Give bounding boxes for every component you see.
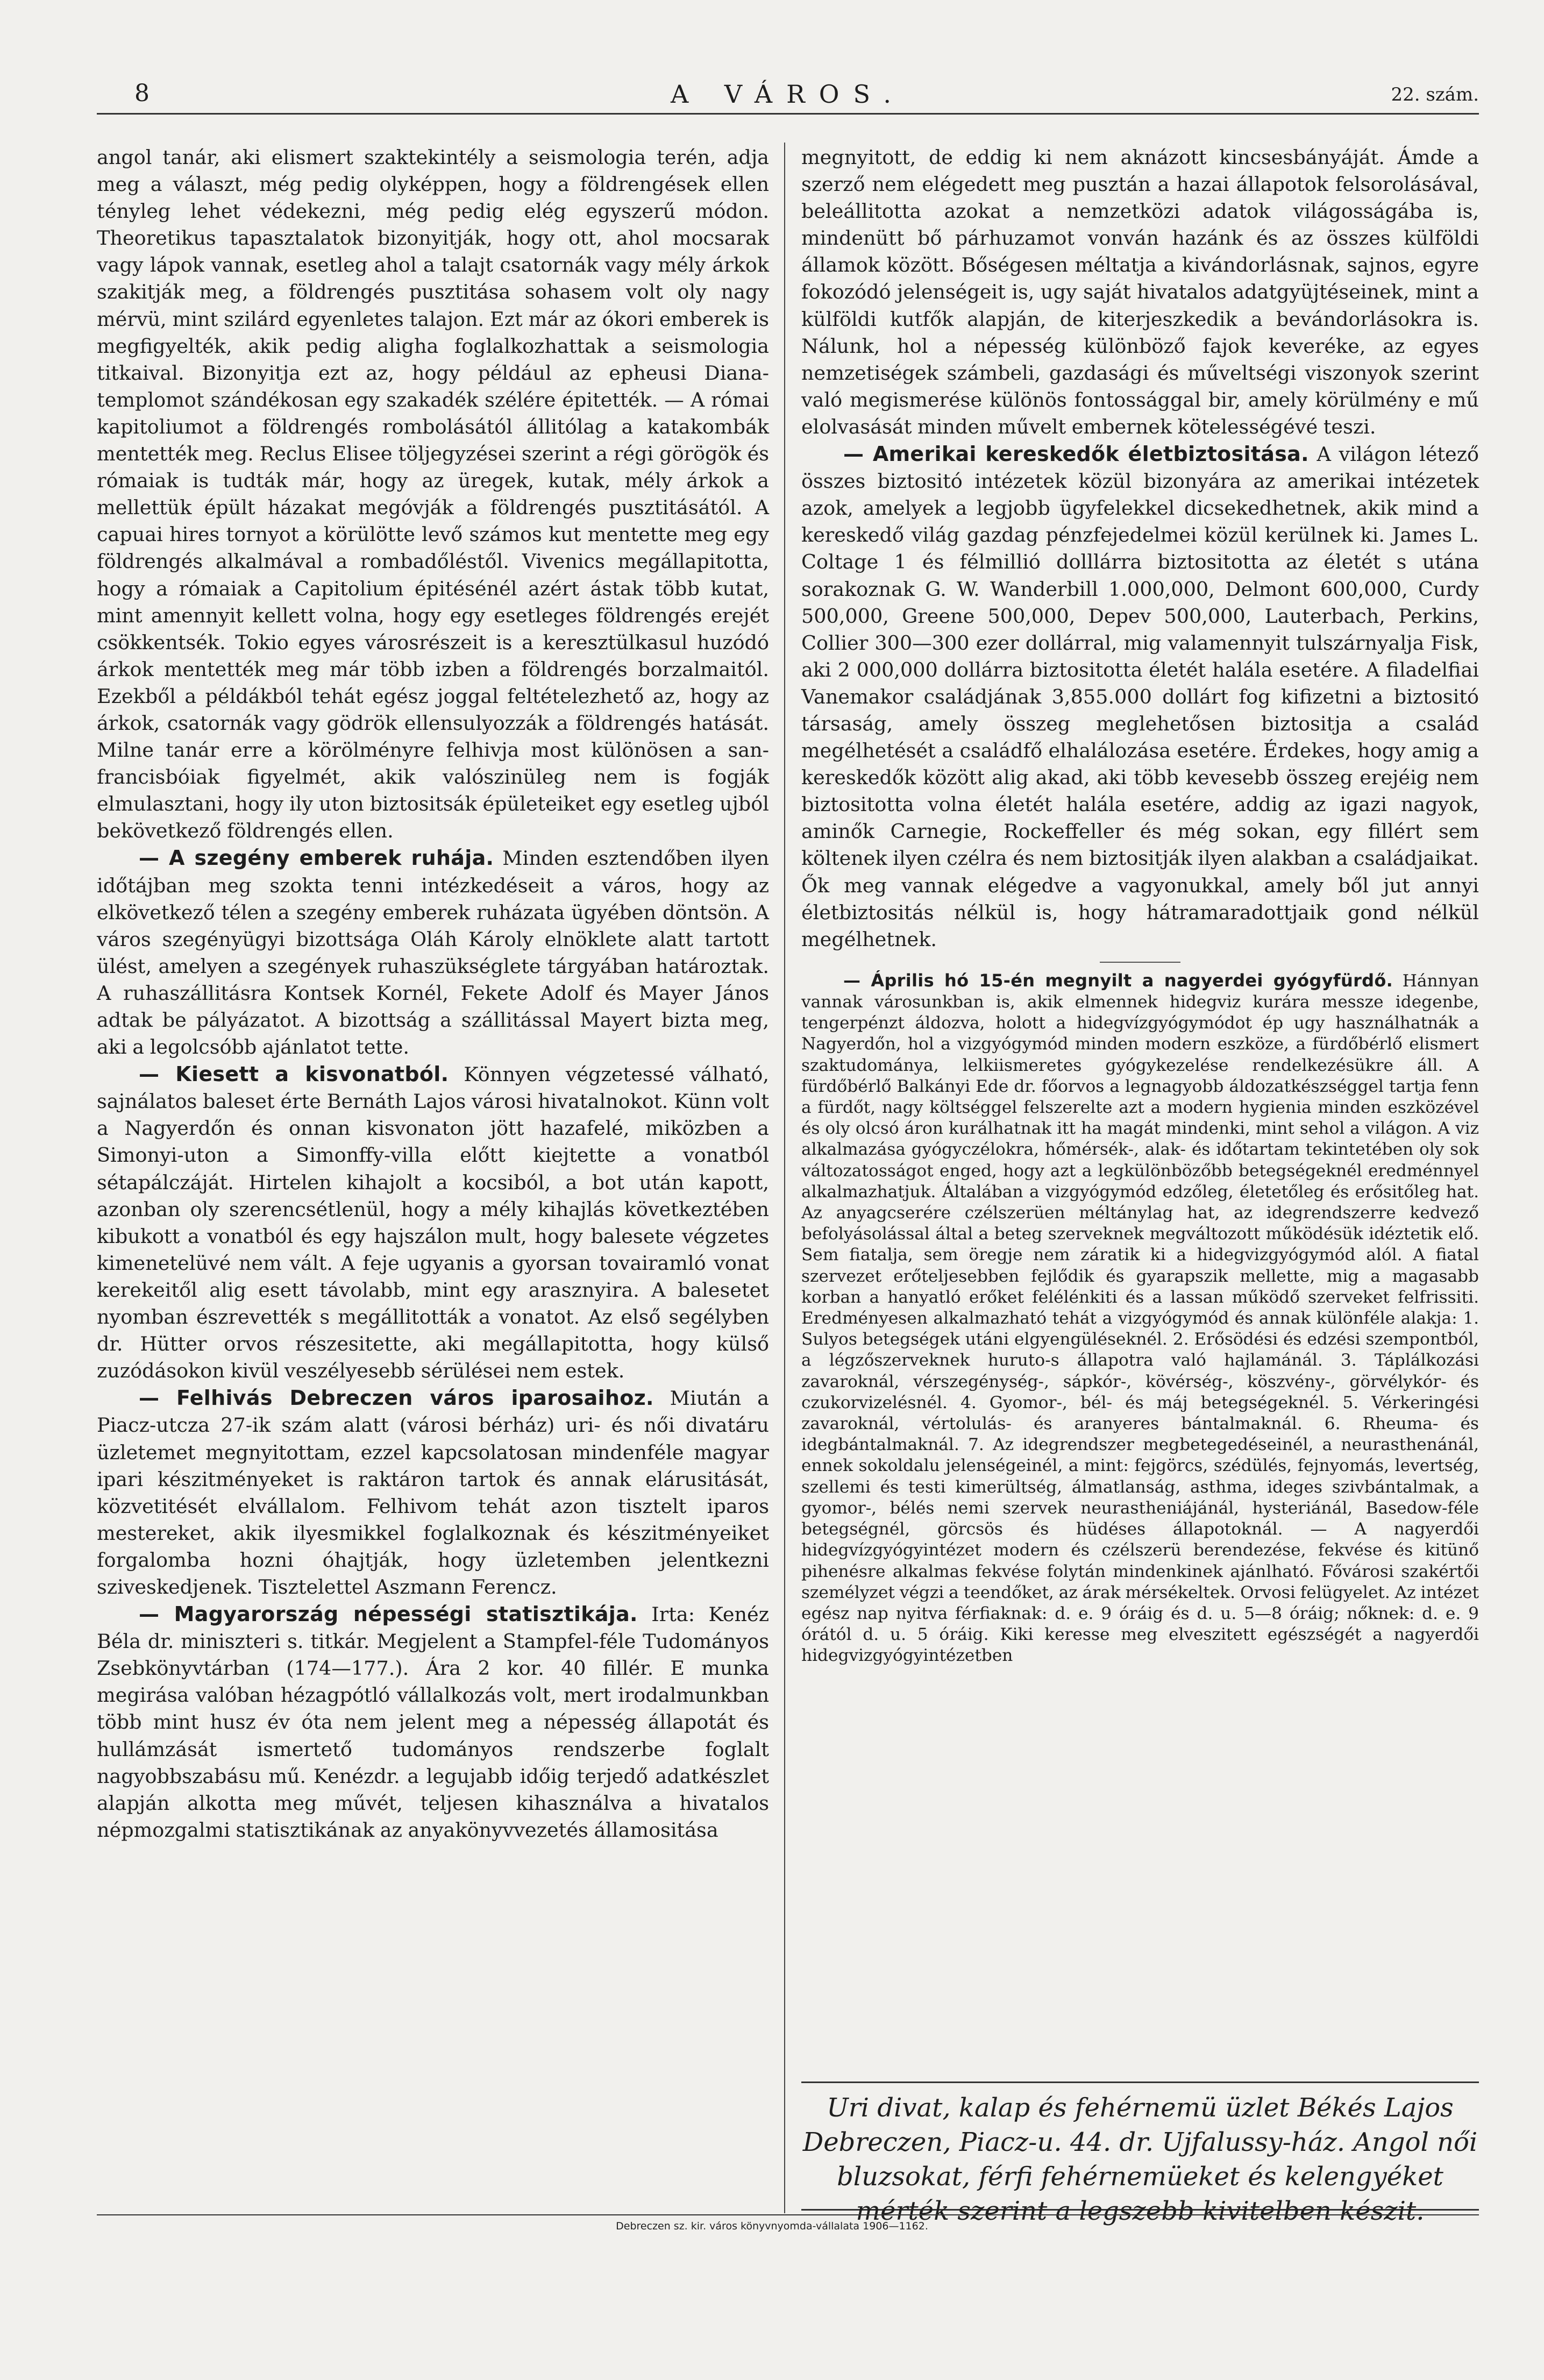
right-column: [801, 144, 1479, 1667]
column-divider: [784, 143, 785, 2213]
page-header: [97, 74, 1479, 117]
section-divider: [1100, 962, 1180, 963]
article-population-stats: [97, 1601, 769, 1844]
header-rule: [97, 113, 1479, 115]
article-poor-clothing-body: Minden esztendőben ilyen időtájban meg szokta tenni intézkedéseit a város, hogy az elkövetkező télen a szegény emberek ruházata ügyében döntsön. A város szegényügyi bizottsága Oláh Károly elnöklete alatt tartott ülést, amelyen a szegények ruhaszükséglete tárgyában határoztak. A ruhaszállitásra Kontsek Kornél, Fekete Adolf és Mayer János adtak be pályázatot. A bizottság a szállitással Mayert bizta meg, aki a legolcsóbb ajánlatot tette.: [97, 847, 769, 1059]
article-life-insurance: [801, 441, 1479, 953]
article-craftsmen-call-body: Miután a Piacz-utcza 27-ik szám alatt (városi bérház) uri- és női divatáru üzletemet megnyitottam, ezzel kapcsolatosan mindenféle magyar ipari készitményeket is raktáron tartok és annak elárusitását, közvetitését elvállalom. Felhivom tehát azon tisztelt iparos mestereket, akik ilyesmikkel foglalkoznak és készitményeiket forgalomba hozni óhajtják, hogy üzletemben jelentkezni sziveskedjenek. Tisztelettel Aszmann Ferencz.: [97, 1387, 769, 1598]
printer-imprint: Debreczen sz. kir. város könyvnyomda-vállalata 1906—1162.: [616, 2220, 928, 2232]
article-population-stats-title: — Magyarország népességi statisztikája.: [139, 1602, 638, 1626]
issue-number: 22. szám.: [1391, 84, 1479, 105]
article-poor-clothing: [97, 844, 769, 1061]
page-number: 8: [134, 80, 150, 107]
article-spa-opening-body: Hánnyan vannak városunkban is, akik elmennek hidegviz kurára messze idegenbe, tengerpénzt áldozva, holott a hidegvízgyógymódot ép ugy használhatnák a Nagyerdőn, hol a vizgyógymód minden modern eszköze, a fürdőbérlő elismert szaktudománya, lelkiismeretes gyógykezelése rendelkezésükre áll. A fürdőbérlő Balkányi Ede dr. főorvos a legnagyobb áldozatkészséggel tartja fenn a fürdőt, nagy költséggel felszerelte azt a modern hygienia minden eszközével és oly olcsó áron kurálhatnak itt ha magát mindenki, mint sehol a világon. A viz alkalmazása gyógyczélokra, hőmérsék-, alak- és időtartam tekintetében oly sok változatosságot enged, hogy azt a legkülönbözőbb betegségeknél eredménnyel alkalmazhatjuk. Általában a vizgyógymód edzőleg, életetőleg és erősitőleg hat. Az anyagcserére czélszerüen méltánylag hat, az idegrendszerre kedvező befolyásolással által a beteg szerveknek megváltozott működésük idéztetik elő. Sem fiatalja, sem öregje nem záratik ki a hidegvizgyógymód alól. A fiatal szervezet erőteljesebben fejlődik és gyarapszik mellette, mig a magasabb korban a hanyatló erőket felélénkiti és a lassan működő szerveket felfrissiti. Eredményesen alkalmazható tehát a vizgyógymód és annak különféle alakja: 1. Sulyos betegségek utáni elgyengüléseknél. 2. Erősödési és edzési szempontból, a légzőszerveknek huruto-s állapotra való hajlamánál. 3. Táplálkozási zavaroknál, vérszegénység-, sápkór-, kövérség-, köszvény-, görvélykór- és czukorvizelésnél. 4. Gyomor-, bél- és máj betegségeknél. 5. Vérkeringési zavaroknál, vértolulás- és aranyeres bántalmaknál. 6. Rheuma- és idegbántalmaknál. 7. Az idegrendszer megbetegedéseinél, a neurasthenánál, ennek sokoldalu jelenségeinél, a mint: fejgörcs, szédülés, fejnyomás, levertség, szellemi és testi kimerültség, álmatlanság, asthma, ideges szivbántalmak, a gyomor-, bélés nemi szervek neurastheniájánál, hysteriánál, Basedow-féle betegségnél, görcsös és hüdéses állapotoknál. — A nagyerdői hidegvízgyógyintézet modern és czélszerü berendezése, fekvése és kitünő pihenésre alkalmas fekvése folytán mindenkinek ajánlható. Fővárosi szakértői személyzet végzi a teendőket, az árak mérsékeltek. Orvosi felügyelet. Az intézet egész nap nyitva férfiaknak: d. e. 9 óráig és d. u. 5—8 óráig; nőknek: d. e. 9 órától d. u. 5 óráig. Kiki keresse meg elveszitett egészségét a nagyerdői hidegvizgyógyintézetben: [801, 971, 1479, 1666]
article-craftsmen-call-title: — Felhivás Debreczen város iparosaihoz.: [139, 1386, 654, 1410]
article-spa-opening: [801, 970, 1479, 1667]
masthead-title: A VÁROS.: [670, 80, 905, 109]
article-craftsmen-call: [97, 1384, 769, 1601]
article-stats-continued: megnyitott, de eddig ki nem aknázott kincsesbányáját. Ámde a szerző nem elégedett meg pusztán a hazai állapotok felsorolásával, beleállitotta azokat a nemzetközi adatok világosságába is, mindenütt bő párhuzamot vonván hazánk és az összes külföldi államok között. Bőségesen méltatja a kivándorlásnak, sajnos, egyre fokozódó jelenségeit is, ugy saját hivatalos adatgyüjtéseinek, mint a külföldi kutfők alapján, de kiterjeszkedik a bevándorlásokra is. Nálunk, hol a népesség különböző fajok keveréke, az egyes nemzetiségek számbeli, gazdasági és műveltségi viszonyok szerint való megismerése különös fontossággal bir, amely körülmény e mű elolvasását minden művelt embernek kötelességévé teszi.: [801, 146, 1479, 438]
article-spa-opening-title: — Április hó 15-én megnyilt a nagyerdei gyógyfürdő.: [843, 970, 1393, 991]
article-train-accident: [97, 1061, 769, 1384]
article-population-stats-body: Irta: Kenéz Béla dr. miniszteri s. titkár. Megjelent a Stampfel-féle Tudományos Zsebkönyvtárban (174—177.). Ára 2 kor. 40 fillér. E munka megirása valóban hézagpótló vállalkozás volt, mert irodalmunkban több mint husz év óta nem jelent meg a népesség állapotát és hullámzását ismertető tudományos rendszerbe foglalt nagyobbszabásu mű. Kenézdr. a legujabb időig terjedő adatkészlet alapján alkotta meg művét, teljesen kihasználva a hivatalos népmozgalmi statisztikának az anyakönyvvezetés államositása: [97, 1603, 769, 1842]
advertisement-box: Uri divat, kalap és fehérnemü üzlet Békés Lajos Debreczen, Piacz-u. 44. dr. Ujfalussy-ház. Angol női bluzsokat, férfi fehérnemüeket és kelengyéket mérték szerint a legszebb kivitelben készit.: [801, 2081, 1479, 2211]
article-train-accident-title: — Kiesett a kisvonatból.: [139, 1062, 449, 1086]
left-column: [97, 144, 769, 1844]
article-seismology: angol tanár, aki elismert szaktekintély a seismologia terén, adja meg a választ, még pedig olyképpen, hogy a földrengések ellen tényleg lehet védekezni, még pedig elég egyszerű módon. Theoretikus tapasztalatok bizonyitják, hogy ott, ahol mocsarak vagy lápok vannak, esetleg ahol a talajt csatornák vagy mély árkok szakitják meg, a földrengés pusztitása sohasem volt oly nagy mérvü, mint szilárd egyenletes talajon. Ezt már az ókori emberek is megfigyelték, akik pedig aligha foglalkozhattak a seismologia titkaival. Bizonyitja ezt az, hogy például az epheusi Diana-templomot szándékosan egy szakadék szélére épitették. — A római kapitoliumot a földrengés rombolásától állitólag a katakombák mentették meg. Reclus Elisee töljegyzései szerint a régi görögök és rómaiak is tudták már, hogy az üregek, kutak, mély árkok a mellettük épült házakat megóvják a földrengés pusztitásától. A capuai hires tornyot a körülötte levő számos kut mentette meg egy földrengés alkalmával a rombadőléstől. Vivenics megállapitotta, hogy a rómaiak a Capitolium épitésénél azért ástak több kutat, mint amennyit kellett volna, hogy egy esetleges földrengés erejét csökkentsék. Tokio egyes városrészeit is a keresztülkasul huzódó árkok mentették meg már több izben a földrengés borzalmaitól. Ezekből a példákból tehát egész joggal feltételezhető az, hogy az árkok, csatornák vagy gödrök ellensulyozzák a földrengés hatását. Milne tanár erre a körölményre felhivja most különösen a san-francisbóiak figyelmét, akik valószinüleg nem is fogják elmulasztani, hogy ily uton biztositsák épületeiket egy esetleg ujból bekövetkező földrengés ellen.: [97, 146, 769, 843]
footer-rule: [97, 2214, 1479, 2215]
article-train-accident-body: Könnyen végzetessé válható, sajnálatos baleset érte Bernáth Lajos városi hivatalnokot. Künn volt a Nagyerdőn és onnan kisvonaton jött hazafelé, miközben a Simonyi-uton a Simonffy-villa előtt kiejtette a vonatból sétapálczáját. Hirtelen kihajolt a kocsiból, a bot után kapott, azonban oly szerencsétlenül, hogy a mély kihajlás következtében kibukott a vonatból és egy hajszálon mult, hogy balesete végzetes kimenetelüvé nem vált. A feje ugyanis a gyorsan tovairamló vonat kerekeitől alig esett távolabb, mint egy arasznyira. A balesetet nyomban észrevették s megállitották a vonatot. Az első segélyben dr. Hütter orvos részesitette, aki megállapitotta, hogy külső zuzódásokon kivül veszélyesebb sérülései nem estek.: [97, 1063, 769, 1383]
article-life-insurance-body: A világon létező összes biztositó intézetek közül bizonyára az amerikai intézetek azok, amelyek a legjobb ügyfelekkel dicsekedhetnek, akik mind a kereskedő világ gazdag pénzfejedelmei közül kerülnek ki. James L. Coltage 1 és félmillió dolllárra biztositotta az életét s utána sorakoznak G. W. Wanderbill 1.000,000, Delmont 600,000, Curdy 500,000, Greene 500,000, Depev 500,000, Lauterbach, Perkins, Collier 300—300 ezer dollárral, mig valamennyit tulszárnyalja Fisk, aki 2 000,000 dollárra biztositotta életét halála esetére. A filadelfiai Vanemakor családjának 3,855.000 dollárt fog kifizetni a biztositó társaság, amely összeg meglehetősen biztositja a család megélhetését a családfő elhalálozása esetére. Érdekes, hogy amig a kereskedők között alig akad, aki több kevesebb összeg erejéig nem biztositotta volna életét halála esetére, addig az igazi nagyok, aminők Carnegie, Rockeffeller és még sokan, egy fillért sem költenek ilyen czélra és nem biztositják ilyen alakban a családjaikat. Ők meg vannak elégedve a vagyonukkal, amely ből jut annyi életbiztositás nélkül is, hogy hátramaradottjaik gond nélkül megélhetnek.: [801, 443, 1479, 951]
article-life-insurance-title: — Amerikai kereskedők életbiztositása.: [843, 442, 1309, 466]
article-poor-clothing-title: — A szegény emberek ruhája.: [139, 846, 494, 870]
